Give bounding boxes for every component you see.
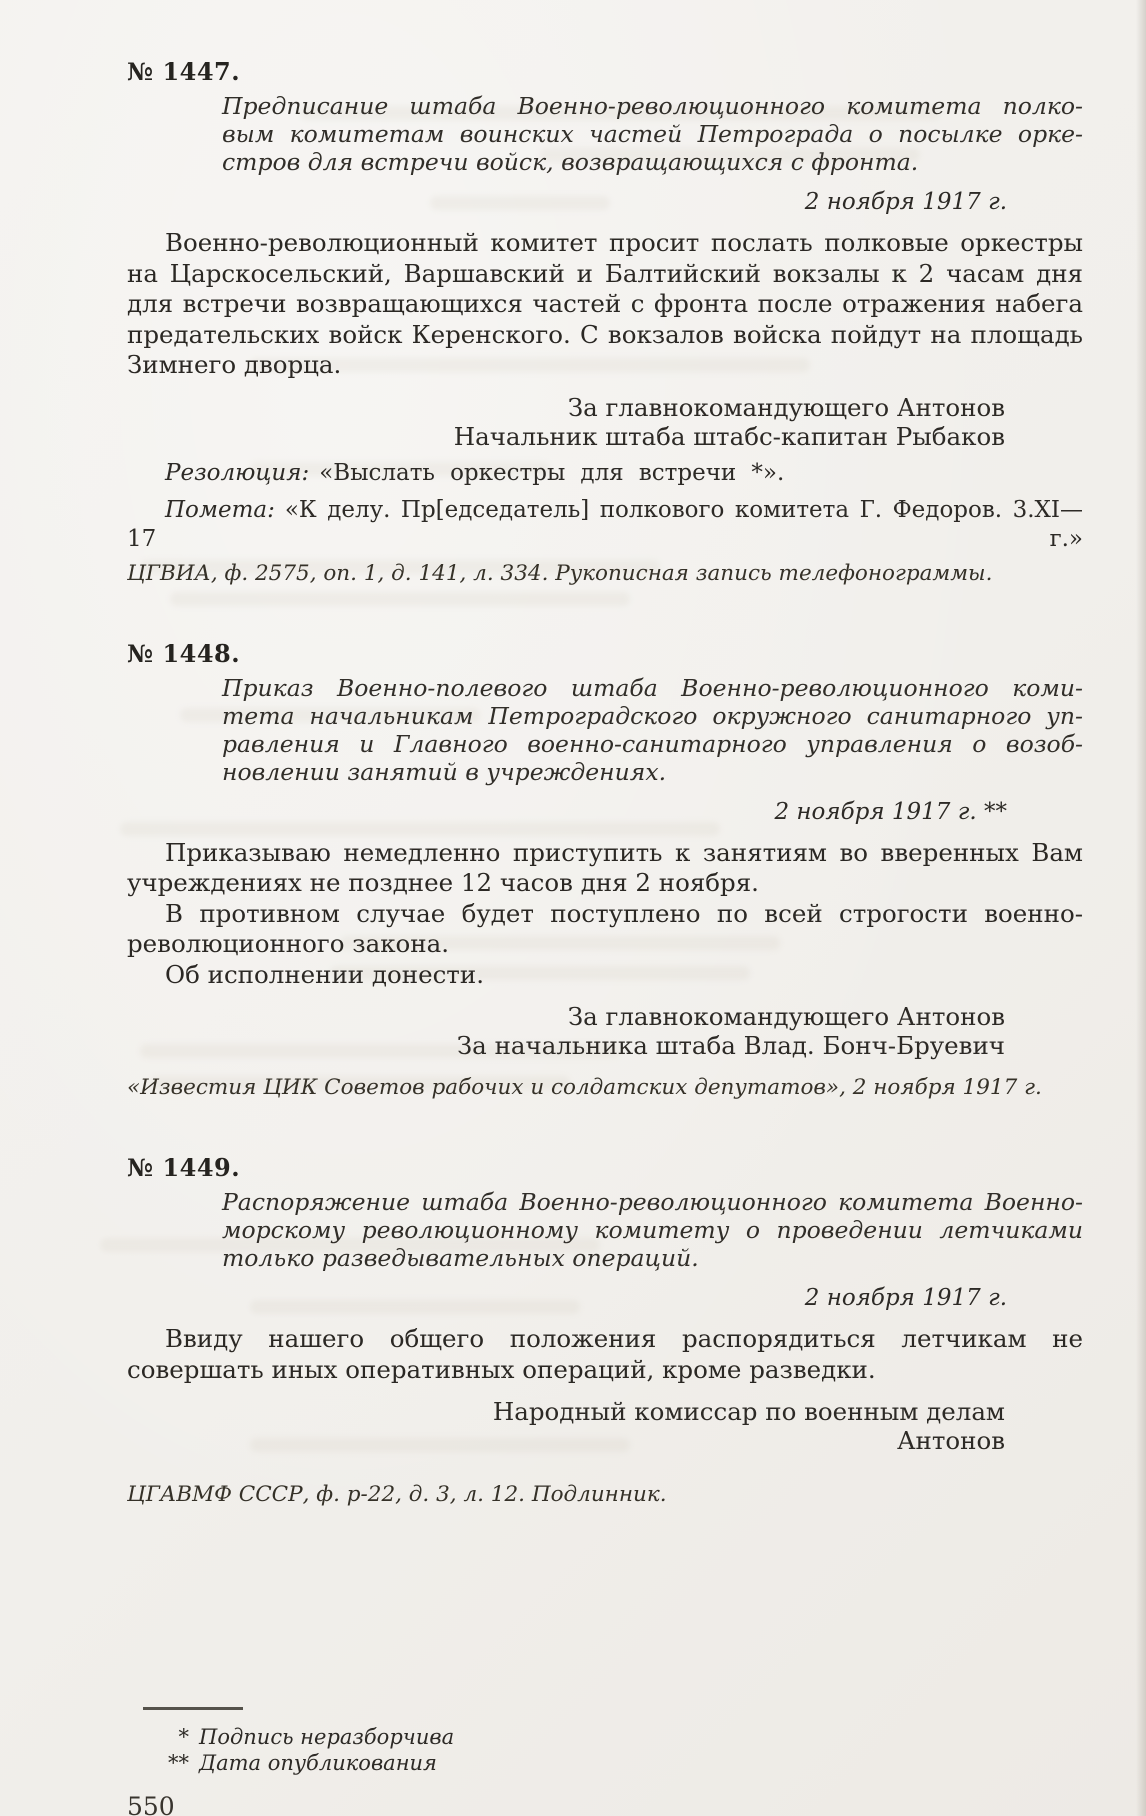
note-line [127, 496, 1083, 554]
page-number: 550 [127, 1792, 175, 1816]
footnote-text: Дата опубликования [199, 1751, 437, 1775]
signature-line: Антонов [896, 1426, 1005, 1455]
footnote-marker: * [178, 1725, 189, 1749]
note-text: «К делу. Пр[едседатель] полкового комитета Г. Федоров. 3.XI—17 г.» [127, 496, 1083, 552]
document-body [127, 228, 1083, 381]
document-body [127, 1324, 1083, 1385]
title-line: Предписание штаба Военно-революционного комитета полко- [222, 92, 1083, 120]
publication-reference: «Известия ЦИК Советов рабочих и солдатских депутатов», 2 ноября 1917 г. [127, 1075, 1042, 1100]
signature-block [127, 393, 1083, 451]
signature-line: Начальник штаба штабс-капитан Рыбаков [453, 421, 1005, 451]
footnote-marker: ** [168, 1751, 189, 1775]
signature-block [127, 1002, 1083, 1060]
paragraph: Приказываю немедленно приступить к занятиям во вверенных Вам учреждениях не позднее 12 часов дня 2 ноября. [127, 837, 1083, 897]
document-date: 2 ноября 1917 г. [804, 189, 1007, 215]
paragraph: Военно-революционный комитет просит послать полковые оркестры на Царскосельский, Варшавский и Балтийский вокзалы к 2 часам дня для встречи возвращающихся частей с фронта после отражения набега предательских войск Керенского. С вокзалов войска пойдут на площадь Зимнего дворца. [127, 228, 1083, 379]
document-1448 [127, 640, 1083, 1103]
title-line: тета начальникам Петроградского окружного санитарного уп- [222, 701, 1083, 730]
document-body [127, 838, 1083, 991]
document-number: № 1449. [127, 1153, 241, 1182]
document-title [222, 92, 1083, 176]
document-1447 [127, 58, 1083, 588]
footnote [155, 1750, 1083, 1776]
paragraph: Ввиду нашего общего положения распорядиться летчикам не совершать иных оперативных операций, кроме разведки. [127, 1324, 1083, 1384]
document-date: 2 ноября 1917 г. ** [774, 798, 1007, 825]
footnotes [155, 1724, 1083, 1776]
page-content [127, 58, 1083, 1816]
document-date: 2 ноября 1917 г. [804, 1285, 1007, 1311]
title-line: Приказ Военно-полевого штаба Военно-революционного коми- [222, 673, 1083, 702]
paragraph: В противном случае будет поступлено по всей строгости военно-революционного закона. [127, 898, 1083, 958]
signature-line: За начальника штаба Влад. Бонч-Бруевич [456, 1031, 1005, 1060]
title-line: новлении занятий в учреждениях. [222, 757, 667, 786]
footnote [155, 1724, 1083, 1750]
title-line: стров для встречи войск, возвращающихся с фронта. [222, 148, 919, 176]
footnote-divider [143, 1707, 243, 1710]
archival-reference: ЦГВИА, ф. 2575, оп. 1, д. 141, л. 334. Рукописная запись телефонограммы. [127, 560, 993, 586]
title-line: равления и Главного военно-санитарного управления о возоб- [222, 729, 1083, 758]
title-line: только разведывательных операций. [222, 1244, 699, 1272]
signature-block [127, 1397, 1083, 1455]
signature-line: За главнокомандующего Антонов [567, 1002, 1005, 1031]
title-line: вым комитетам воинских частей Петрограда о посылке орке- [222, 120, 1083, 148]
resolution-line [127, 459, 1083, 488]
signature-line: За главнокомандующего Антонов [567, 392, 1005, 422]
document-number: № 1447. [127, 57, 241, 86]
archival-reference: ЦГАВМФ СССР, ф. р-22, д. 3, л. 12. Подлинник. [127, 1482, 667, 1507]
footnote-text: Подпись неразборчива [199, 1725, 455, 1749]
resolution-text: «Выслать оркестры для встречи *». [319, 459, 785, 486]
document-title [222, 674, 1083, 786]
signature-line: Народный комиссар по военным делам [492, 1397, 1005, 1426]
note-label: Помета: [165, 496, 275, 523]
title-line: морскому революционному комитету о проведении летчиками [222, 1216, 1083, 1244]
resolution-label: Резолюция: [165, 459, 310, 486]
title-line: Распоряжение штаба Военно-революционного комитета Военно- [222, 1188, 1083, 1216]
paragraph: Об исполнении донести. [165, 959, 484, 989]
document-1449 [127, 1154, 1083, 1509]
document-number: № 1448. [127, 638, 241, 668]
document-title [222, 1188, 1083, 1272]
